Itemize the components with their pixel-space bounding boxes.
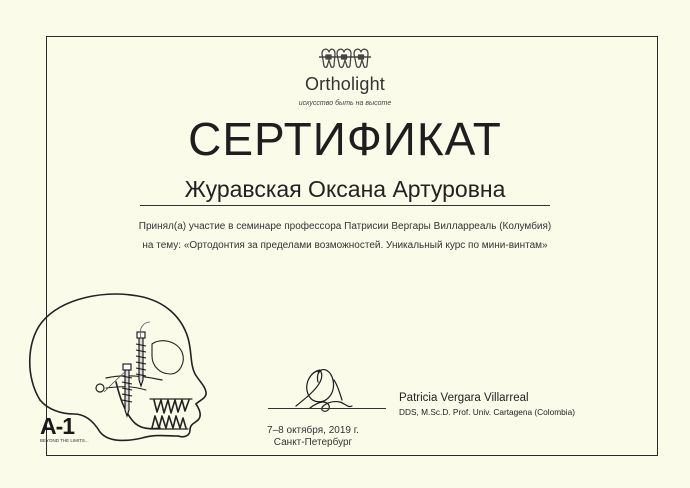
- participation-text: Принял(а) участие в семинаре профессора Патрисии Вергары Вилларреаль (Колумбия): [138, 221, 552, 232]
- event-city: Санкт-Петербург: [273, 437, 353, 448]
- certificate-title: СЕРТИФИКАТ: [188, 113, 502, 165]
- signature-image: [290, 360, 360, 420]
- signature-line: [268, 408, 386, 409]
- signatory-credentials: DDS, M.Sc.D. Prof. Univ. Cartagena (Colombia): [399, 407, 575, 417]
- brand-name: Ortholight: [304, 74, 386, 94]
- brand-tagline: искусство быть на высоте: [298, 100, 392, 107]
- seminar-topic-text: на тему: «Ортодонтия за пределами возможностей. Уникальный курс по мини-винтам»: [142, 240, 548, 251]
- recipient-name: Журавская Оксана Артуровна: [184, 176, 506, 202]
- signatory-name: Patricia Vergara Villarreal: [399, 392, 529, 404]
- event-date: 7–8 октября, 2019 г.: [267, 425, 359, 436]
- a1-logo-subtitle: BEYOND THE LIMITS...: [40, 438, 89, 443]
- name-underline: [140, 205, 550, 206]
- a1-logo: [40, 413, 102, 447]
- a1-logo-text: A-1: [40, 413, 75, 439]
- teeth-braces-icon: [318, 46, 372, 70]
